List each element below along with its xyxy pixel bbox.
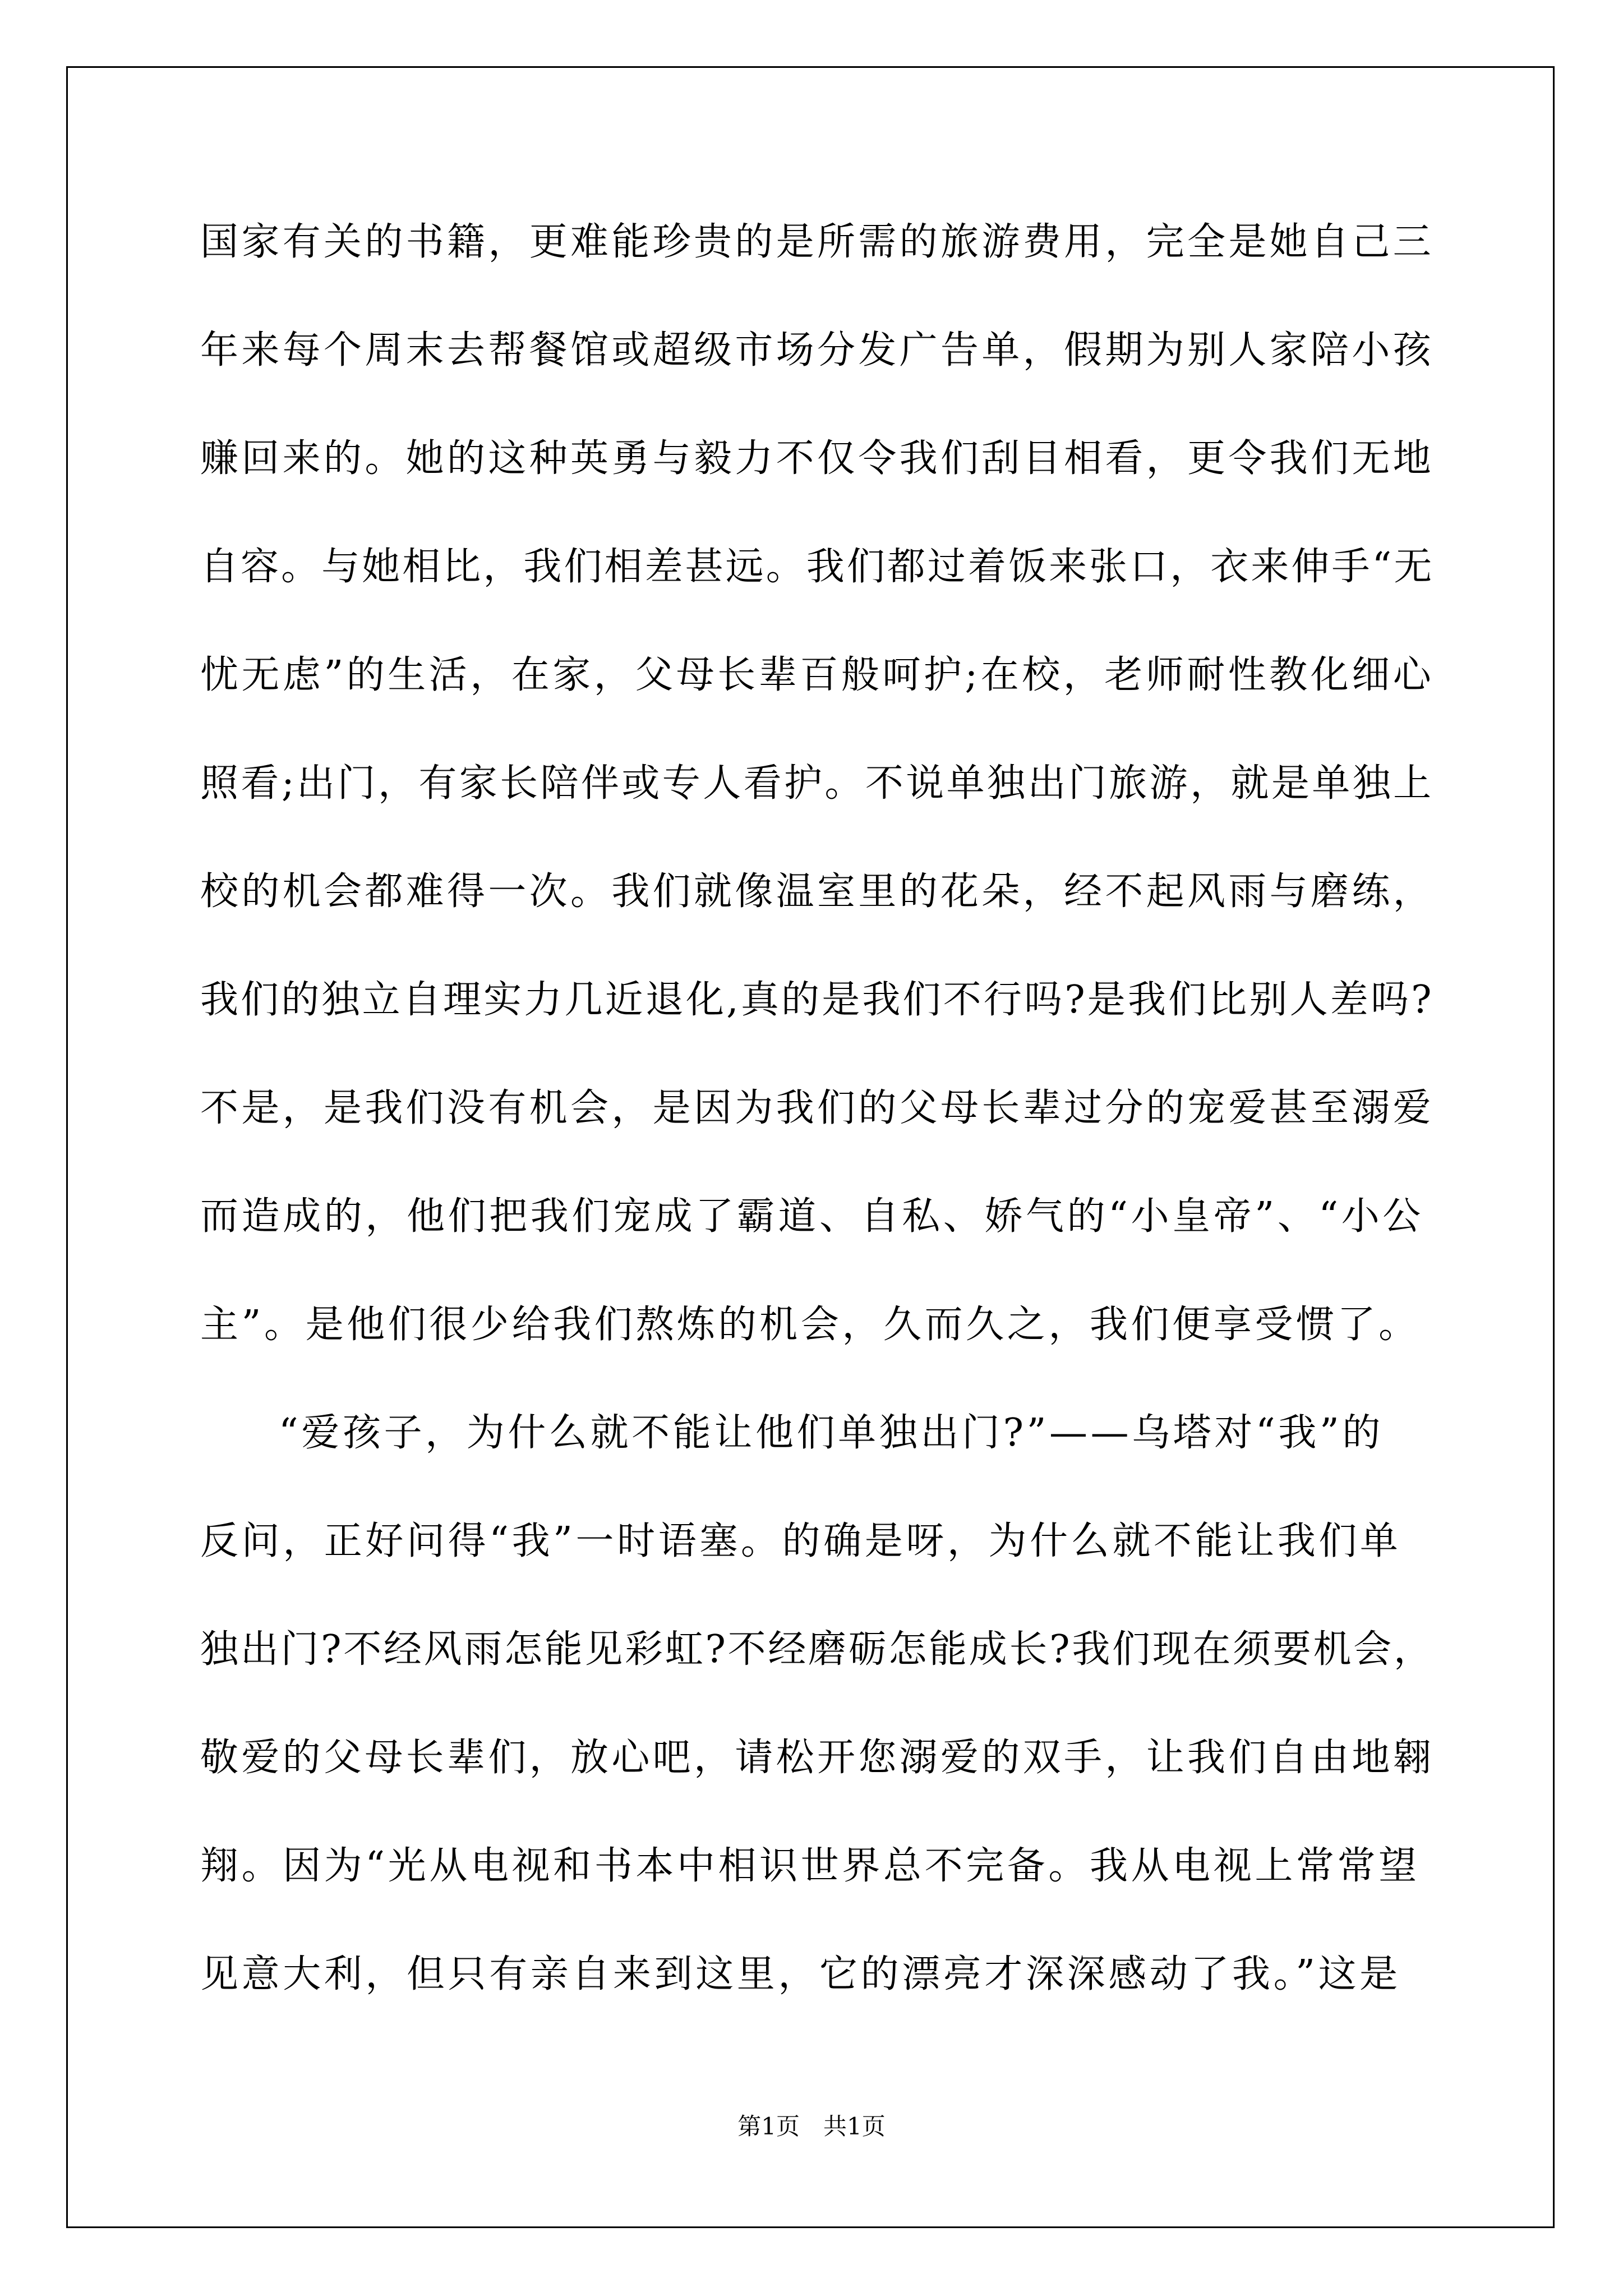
- text-line: 主”。是他们很少给我们熬炼的机会，久而久之，我们便享受惯了。: [200, 1303, 1420, 1347]
- text-line: 而造成的，他们把我们宠成了霸道、自私、娇气的“小皇帝”、“小公: [200, 1194, 1424, 1239]
- text-line: 翔。因为“光从电视和书本中相识世界总不完备。我从电视上常常望: [200, 1844, 1420, 1888]
- text-line: 独出门?不经风雨怎能见彩虹?不经磨砺怎能成长?我们现在须要机会，: [200, 1627, 1434, 1672]
- text-line: 忧无虑”的生活，在家，父母长辈百般呵护;在校，老师耐性教化细心: [200, 653, 1435, 697]
- text-line: 不是，是我们没有机会，是因为我们的父母长辈过分的宠爱甚至溺爱: [200, 1086, 1435, 1130]
- text-line: 赚回来的。她的这种英勇与毅力不仅令我们刮目相看，更令我们无地: [200, 436, 1435, 481]
- text-line: 我们的独立自理实力几近退化,真的是我们不行吗?是我们比别人差吗?: [200, 978, 1434, 1022]
- page-number-footer: 第1页 共1页: [737, 2113, 886, 2140]
- text-line: 反问，正好问得“我”一时语塞。的确是呀，为什么就不能让我们单: [200, 1519, 1401, 1563]
- text-line: 照看;出门，有家长陪伴或专人看护。不说单独出门旅游，就是单独上: [200, 761, 1434, 806]
- text-line: 国家有关的书籍，更难能珍贵的是所需的旅游费用，完全是她自己三: [200, 220, 1435, 264]
- text-line: 校的机会都难得一次。我们就像温室里的花朵，经不起风雨与磨练，: [200, 869, 1435, 914]
- document-body: [200, 209, 1434, 2049]
- text-line: 自容。与她相比，我们相差甚远。我们都过着饭来张口，衣来伸手“无: [200, 545, 1435, 589]
- text-line: 年来每个周末去帮餐馆或超级市场分发广告单，假期为别人家陪小孩: [200, 328, 1435, 372]
- paragraph-start-line: “爱孩子，为什么就不能让他们单独出门?”——乌塔对“我”的: [279, 1411, 1384, 1455]
- text-line: 见意大利，但只有亲自来到这里，它的漂亮才深深感动了我。”这是: [200, 1952, 1401, 1996]
- text-line: 敬爱的父母长辈们，放心吧，请松开您溺爱的双手，让我们自由地翱: [200, 1736, 1435, 1780]
